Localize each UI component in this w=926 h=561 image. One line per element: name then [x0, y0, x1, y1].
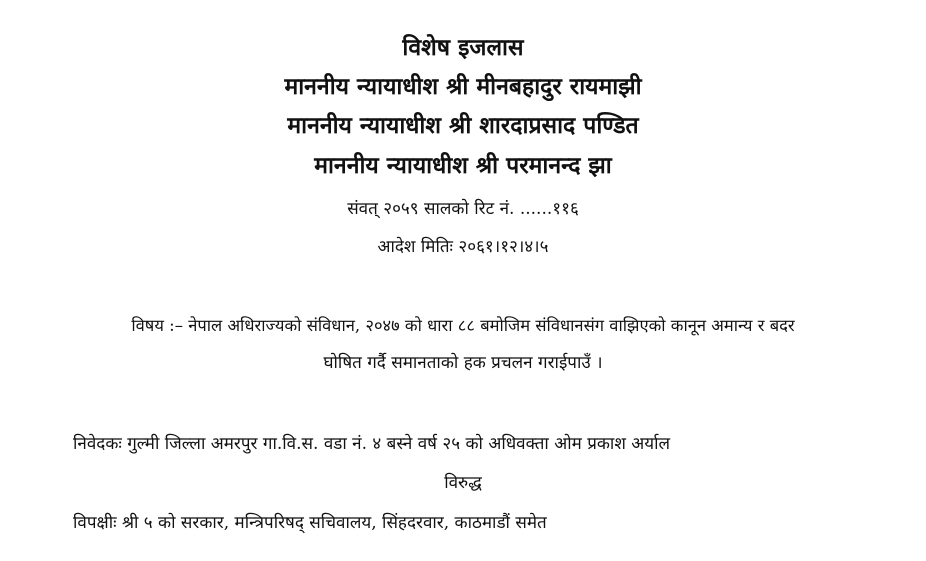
judge-name-3: माननीय न्यायाधीश श्री परमानन्द झा — [314, 152, 612, 179]
subject-line-1: विषय :– नेपाल अधिराज्यको संविधान, २०४७ को धारा ८८ बमोजिम संविधानसंग वाझिएको कानून अमान्य र बदर — [131, 316, 795, 335]
writ-number: संवत् २०५९ सालको रिट नं. ......११६ — [347, 199, 579, 219]
judge-name-2: माननीय न्यायाधीश श्री शारदाप्रसाद पण्डित — [287, 112, 639, 139]
judge-name-1: माननीय न्यायाधीश श्री मीनबहादुर रायमाझी — [284, 73, 642, 100]
bench-title: विशेष इजलास — [402, 34, 524, 61]
versus-label: विरुद्ध — [444, 473, 482, 493]
petitioner: निवेदकः गुल्मी जिल्ला अमरपुर गा.वि.स. वडा नं. ४ बस्ने वर्ष २५ को अधिवक्ता ओम प्रकाश अर्याल — [73, 434, 671, 454]
order-date: आदेश मितिः २०६१।१२।४।५ — [377, 237, 549, 257]
respondent: विपक्षीः श्री ५ को सरकार, मन्त्रिपरिषद् सचिवालय, सिंहदरवार, काठमाडौं समेत — [73, 513, 547, 533]
subject-line-2: घोषित गर्दै समानताको हक प्रचलन गराईपाउँ । — [323, 353, 603, 373]
